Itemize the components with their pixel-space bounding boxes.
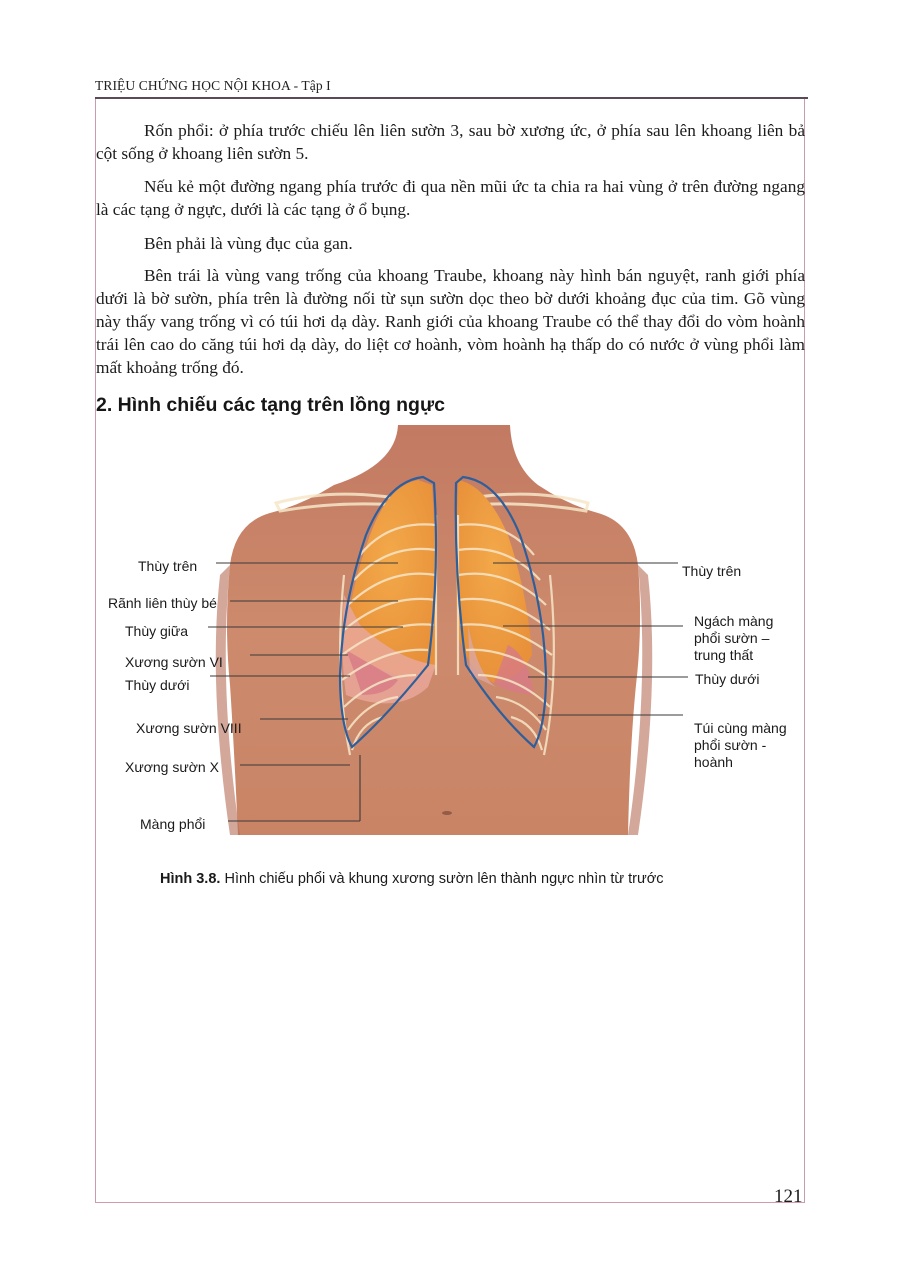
label-line: phổi sườn - (694, 737, 767, 753)
figure-caption (160, 871, 663, 887)
label-line: trung thất (694, 647, 754, 663)
label-rib-8: Xương sườn VIII (136, 720, 242, 736)
label-middle-lobe: Thùy giữa (125, 623, 189, 639)
label-costomediastinal-recess (694, 613, 773, 664)
label-lower-lobe-right: Thùy dưới (695, 671, 760, 687)
paragraph-text: Nếu kẻ một đường ngang phía trước đi qua nền mũi ức ta chia ra hai vùng ở trên đường ngang là các tạng ở ngực, dưới là các tạng ở ổ bụng. (96, 177, 805, 219)
paragraph-horizontal-line (96, 175, 805, 221)
label-upper-lobe-right: Thùy trên (682, 563, 742, 579)
paragraph-text: Bên phải là vùng đục của gan. (144, 234, 353, 253)
paragraph-text: Rốn phổi: ở phía trước chiếu lên liên sườn 3, sau bờ xương ức, ở phía sau lên khoang liên bả cột sống ở khoang liên sườn 5. (96, 121, 805, 163)
page-number: 121 (774, 1186, 803, 1207)
label-line: Túi cùng màng (694, 720, 787, 736)
running-title: TRIỆU CHỨNG HỌC NỘI KHOA - Tập I (95, 78, 331, 93)
label-costodiaphragmatic-recess (694, 720, 787, 771)
label-pleura: Màng phổi (140, 816, 206, 832)
paragraph-hilum (96, 119, 805, 165)
caption-text: Hình chiếu phổi và khung xương sườn lên thành ngực nhìn từ trước (220, 871, 664, 887)
paragraph-traube-space (96, 264, 805, 379)
caption-number: Hình 3.8. (160, 871, 221, 887)
label-minor-fissure: Rãnh liên thùy bé (108, 595, 217, 611)
label-line: Ngách màng (694, 613, 774, 629)
label-lower-lobe-left: Thùy dưới (125, 677, 190, 693)
figure-chest-projection (98, 425, 803, 845)
paragraph-liver-dullness (96, 232, 805, 255)
label-line: hoành (694, 754, 733, 770)
label-rib-6: Xương sườn VI (125, 654, 223, 670)
section-heading: 2. Hình chiếu các tạng trên lồng ngực (96, 394, 445, 416)
label-line: phổi sườn – (694, 630, 770, 646)
paragraph-text: Bên trái là vùng vang trống của khoang Traube, khoang này hình bán nguyệt, ranh giới phía dưới là bờ sườn, phía trên là đường nối từ sụn sườn dọc theo bờ dưới khoảng đục của tim. Gõ vùng này thấy vang trống vì có túi hơi dạ dày. Ranh giới của khoang Traube có thể thay đổi do vòm hoành trái lên cao do căng túi hơi dạ dày, do liệt cơ hoành, vòm hoành hạ thấp do có nước ở vùng phổi làm mất khoảng trống đó. (96, 266, 805, 377)
label-upper-lobe-left: Thùy trên (138, 558, 198, 574)
label-rib-10: Xương sườn X (125, 759, 219, 775)
